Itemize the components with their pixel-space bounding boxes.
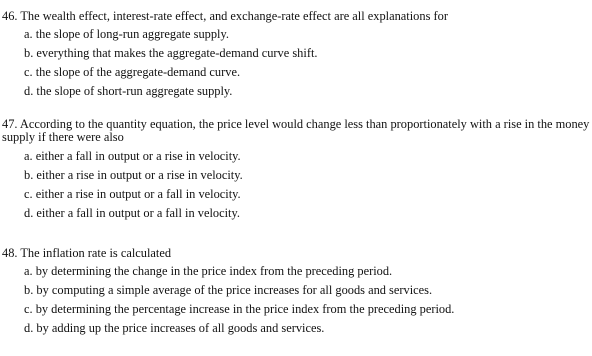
question-48-option-a: a. by determining the change in the price index from the preceding period. [24, 264, 393, 278]
question-46-option-d: d. the slope of short-run aggregate supply. [24, 84, 233, 98]
question-48-option-b: b. by computing a simple average of the price increases for all goods and services. [24, 283, 433, 297]
question-47-stem: 47. According to the quantity equation, the price level would change less than proportionately with a rise in the money supply if there were also [2, 117, 590, 144]
question-47 [2, 118, 590, 223]
question-48 [2, 245, 590, 338]
question-47-option-a: a. either a fall in output or a rise in velocity. [24, 149, 241, 163]
question-46 [2, 8, 590, 101]
question-46-options [2, 25, 590, 101]
question-48-option-c: c. by determining the percentage increase in the price index from the preceding period. [24, 302, 455, 316]
question-46-option-a: a. the slope of long-run aggregate supply. [24, 27, 229, 41]
question-48-stem: 48. The inflation rate is calculated [2, 246, 172, 260]
question-46-option-b: b. everything that makes the aggregate-demand curve shift. [24, 46, 318, 60]
question-48-option-d: d. by adding up the price increases of all goods and services. [24, 321, 325, 335]
question-47-option-b: b. either a rise in output or a rise in velocity. [24, 168, 243, 182]
question-46-option-c: c. the slope of the aggregate-demand curve. [24, 65, 241, 79]
question-47-options [2, 144, 590, 223]
question-47-option-d: d. either a fall in output or a fall in velocity. [24, 206, 240, 220]
question-46-stem: 46. The wealth effect, interest-rate effect, and exchange-rate effect are all explanations for [2, 9, 448, 23]
question-47-option-c: c. either a rise in output or a fall in velocity. [24, 187, 241, 201]
question-48-options [2, 262, 590, 338]
